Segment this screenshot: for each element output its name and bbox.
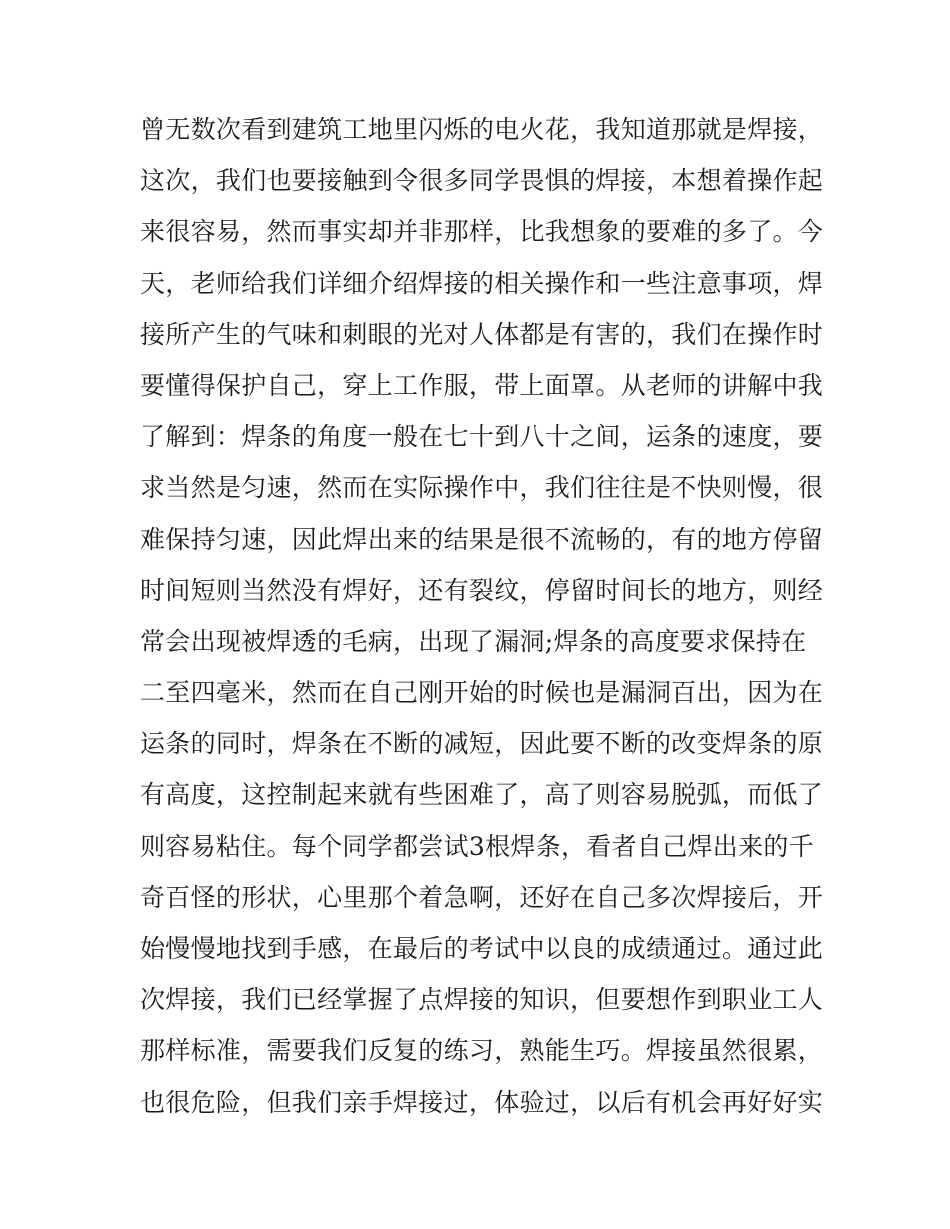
text-line: 曾无数次看到建筑工地里闪烁的电火花，我知道那就是焊接， xyxy=(140,115,824,144)
text-line: 奇百怪的形状，心里那个着急啊，还好在自己多次焊接后，开 xyxy=(140,882,824,912)
text-line: 运条的同时，焊条在不断的减短，因此要不断的改变焊条的原 xyxy=(140,729,824,759)
text-line: 始慢慢地找到手感，在最后的考试中以良的成绩通过。通过此 xyxy=(140,934,824,963)
text-line: 也很危险，但我们亲手焊接过，体验过，以后有机会再好好实 xyxy=(140,1087,824,1117)
text-line: 这次，我们也要接触到令很多同学畏惧的焊接，本想着操作起 xyxy=(140,166,824,196)
body-text xyxy=(140,104,824,1128)
text-line: 天，老师给我们详细介绍焊接的相关操作和一些注意事项，焊 xyxy=(140,268,824,298)
text-line: 有高度，这控制起来就有些困难了，高了则容易脱弧，而低了 xyxy=(140,780,824,810)
text-line: 来很容易，然而事实却并非那样，比我想象的要难的多了。今 xyxy=(140,217,824,247)
text-line: 要懂得保护自己，穿上工作服，带上面罩。从老师的讲解中我 xyxy=(140,370,824,400)
text-line: 时间短则当然没有焊好，还有裂纹，停留时间长的地方，则经 xyxy=(140,575,824,605)
text-line: 则容易粘住。每个同学都尝试3根焊条，看者自己焊出来的千 xyxy=(140,831,815,861)
text-line: 了解到：焊条的角度一般在七十到八十之间，运条的速度，要 xyxy=(140,422,824,452)
text-line: 求当然是匀速，然而在实际操作中，我们往往是不快则慢，很 xyxy=(140,473,824,503)
text-line: 那样标准，需要我们反复的练习，熟能生巧。焊接虽然很累， xyxy=(140,1036,824,1066)
text-line: 二至四毫米，然而在自己刚开始的时候也是漏洞百出，因为在 xyxy=(140,678,824,708)
text-line: 常会出现被焊透的毛病，出现了漏洞;焊条的高度要求保持在 xyxy=(140,626,807,656)
text-line: 次焊接，我们已经掌握了点焊接的知识，但要想作到职业工人 xyxy=(140,985,824,1015)
text-line: 难保持匀速，因此焊出来的结果是很不流畅的，有的地方停留 xyxy=(140,524,824,554)
text-line: 接所产生的气味和刺眼的光对人体都是有害的，我们在操作时 xyxy=(140,319,824,349)
